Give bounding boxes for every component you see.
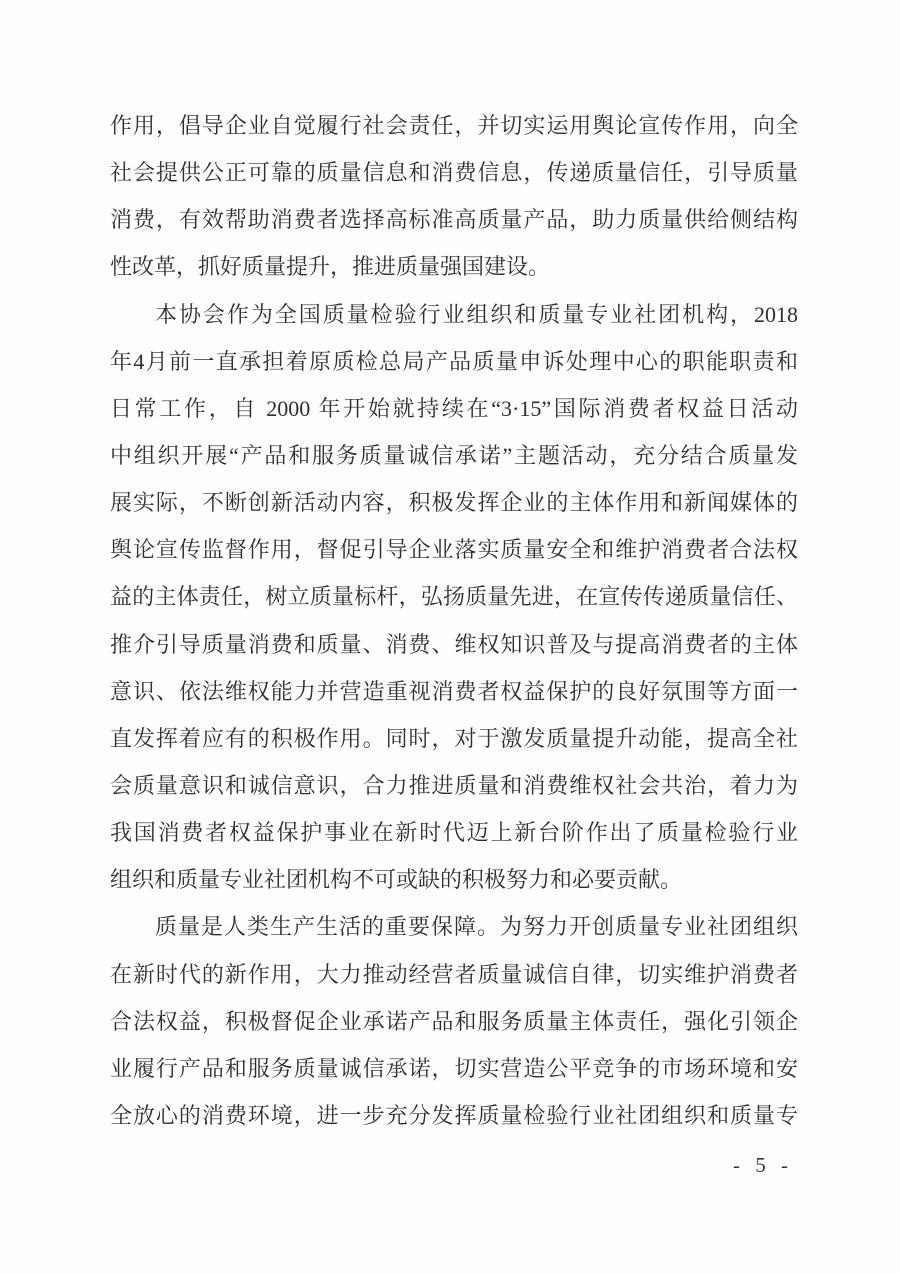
text-line: 日常工作，自 2000 年开始就持续在“3·15”国际消费者权益日活动 bbox=[110, 395, 798, 421]
text-line: 推介引导质量消费和质量、消费、维权知识普及与提高消费者的主体 bbox=[110, 631, 798, 657]
text-line: 中组织开展“产品和服务质量诚信承诺”主题活动，充分结合质量发 bbox=[110, 442, 798, 468]
text-line: 直发挥着应有的积极作用。同时，对于激发质量提升动能，提高全社 bbox=[110, 725, 798, 751]
text-line: 展实际，不断创新活动内容，积极发挥企业的主体作用和新闻媒体的 bbox=[110, 490, 798, 516]
text-line: 业履行产品和服务质量诚信承诺，切实营造公平竞争的市场环境和安 bbox=[110, 1055, 798, 1081]
text-line: 性改革，抓好质量提升，推进质量强国建设。 bbox=[110, 254, 551, 280]
text-line: 质量是人类生产生活的重要保障。为努力开创质量专业社团组织 bbox=[155, 914, 798, 940]
text-line: 社会提供公正可靠的质量信息和消费信息，传递质量信任，引导质量 bbox=[110, 160, 798, 186]
text-line: 益的主体责任，树立质量标杆，弘扬质量先进，在宣传传递质量信任、 bbox=[110, 584, 798, 610]
page-number: - 5 - bbox=[733, 1153, 793, 1177]
text-line: 合法权益，积极督促企业承诺产品和服务质量主体责任，强化引领企 bbox=[110, 1008, 798, 1034]
text-line: 全放心的消费环境，进一步充分发挥质量检验行业社团组织和质量专 bbox=[110, 1102, 798, 1128]
text-line: 组织和质量专业社团机构不可或缺的积极努力和必要贡献。 bbox=[110, 867, 683, 893]
text-line: 意识、依法维权能力并营造重视消费者权益保护的良好氛围等方面一 bbox=[110, 678, 798, 704]
text-line: 我国消费者权益保护事业在新时代迈上新台阶作出了质量检验行业 bbox=[110, 820, 798, 846]
text-line: 作用，倡导企业自觉履行社会责任，并切实运用舆论宣传作用，向全 bbox=[110, 113, 798, 138]
text-line: 本协会作为全国质量检验行业组织和质量专业社团机构，2018 bbox=[155, 301, 798, 327]
text-line: 年4月前一直承担着原质检总局产品质量申诉处理中心的职能职责和 bbox=[110, 348, 798, 374]
document-body bbox=[110, 102, 798, 1139]
text-line: 消费，有效帮助消费者选择高标准高质量产品，助力质量供给侧结构 bbox=[110, 207, 798, 233]
text-line: 在新时代的新作用，大力推动经营者质量诚信自律，切实维护消费者 bbox=[110, 961, 798, 987]
text-line: 舆论宣传监督作用，督促引导企业落实质量安全和维护消费者合法权 bbox=[110, 537, 798, 563]
text-line: 会质量意识和诚信意识，合力推进质量和消费维权社会共治，着力为 bbox=[110, 772, 798, 798]
